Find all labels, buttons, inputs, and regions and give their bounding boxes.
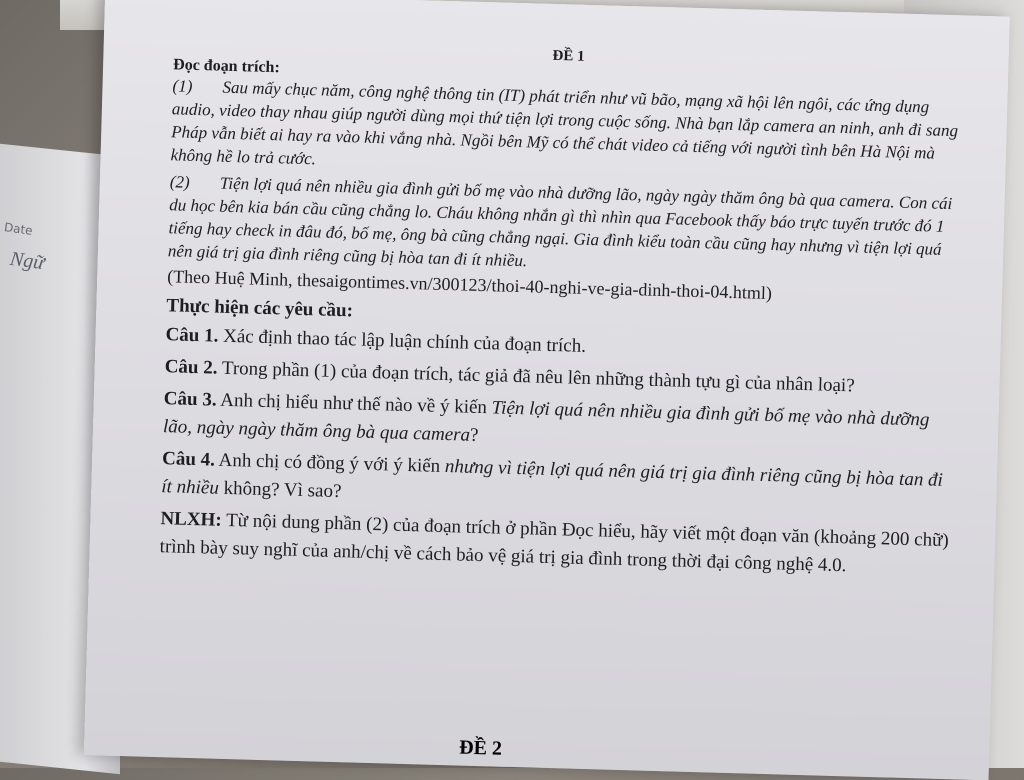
paragraph-2-text: Tiện lợi quá nên nhiều gia đình gửi bố mẹ vào nhà dưỡng lão, ngày ngày thăm ông bà qua camera. Con cái du học bên kia bán cầu cũng chẳng lo. Cháu không nhắn gì thì nhìn qua Facebook thấy báo trực tuyến trước đó 1 tiếng hay check in đâu đó, bố mẹ, ông bà cũng chẳng ngại. Gia đình kiểu toàn cầu cũng hay nhưng vì tiện lợi quá nên giá trị gia đình riêng cũng bị hòa tan đi ít nhiều. — [167, 173, 953, 271]
question-4-label: Câu 4. — [161, 448, 216, 471]
question-4-quote: nhưng vì tiện lợi quá nên giá trị gia đình riêng cũng bị hòa tan đi ít nhiều — [161, 456, 944, 499]
source-citation: (Theo Huệ Minh, thesaigontimes.vn/300123/thoi-40-nghi-ve-gia-dinh-thoi-04.html) — [166, 266, 773, 304]
question-3-label: Câu 3. — [163, 388, 217, 411]
paragraph-2-number: (2) — [169, 172, 190, 192]
question-2-text: Trong phần (1) của đoạn trích, tác giả đã nêu lên những thành tựu gì của nhân loại? — [221, 357, 855, 397]
question-3-post: ? — [469, 424, 479, 446]
question-3-pre: Anh chị hiểu như thế nào về ý kiến — [220, 389, 488, 419]
handwritten-note: Ngữ — [8, 247, 46, 275]
nlxh-label: NLXH: — [160, 508, 222, 531]
question-2-label: Câu 2. — [164, 356, 218, 379]
paragraph-1-text: Sau mấy chục năm, công nghệ thông tin (IT) phát triển như vũ bão, mạng xã hội lên ngôi, các ứng dụng audio, video thay nhau giúp người dùng mọi thứ tiện lợi trong cuộc sống. Nhà bạn lắp camera an ninh, anh đi sang Pháp vẫn biết ai hay ra vào khi vắng nhà. Ngồi bên Mỹ có thể chát video cả tiếng với người tình bên Hà Nội mà không hề lo trả cước. — [170, 77, 959, 169]
next-exam-title: ĐỀ 2 — [458, 736, 503, 760]
question-3-quote: Tiện lợi quá nên nhiều gia đình gửi bố mẹ vào nhà dưỡng lão, ngày ngày thăm ông bà qua camera — [162, 397, 930, 446]
requirements-label: Thực hiện các yêu cầu: — [166, 295, 354, 322]
question-1-label: Câu 1. — [165, 324, 219, 347]
question-4-post: không? Vì sao? — [223, 477, 342, 503]
page-content — [159, 37, 963, 583]
exam-title: ĐỀ 1 — [552, 47, 585, 65]
paragraph-1-number: (1) — [172, 76, 193, 96]
question-4-pre: Anh chị có đồng ý với ý kiến — [218, 449, 441, 477]
reading-label: Đọc đoạn trích: — [172, 56, 281, 77]
exam-page — [84, 0, 1010, 780]
handwritten-date-label: Date — [3, 220, 34, 238]
question-1-text: Xác định thao tác lập luận chính của đoạn trích. — [222, 325, 587, 357]
nlxh-text: Từ nội dung phần (2) của đoạn trích ở phần Đọc hiểu, hãy viết một đoạn văn (khoảng 200 chữ) trình bày suy nghĩ của anh/chị về cách bảo vệ giá trị gia đình trong thời đại công nghệ 4.0. — [159, 509, 950, 577]
